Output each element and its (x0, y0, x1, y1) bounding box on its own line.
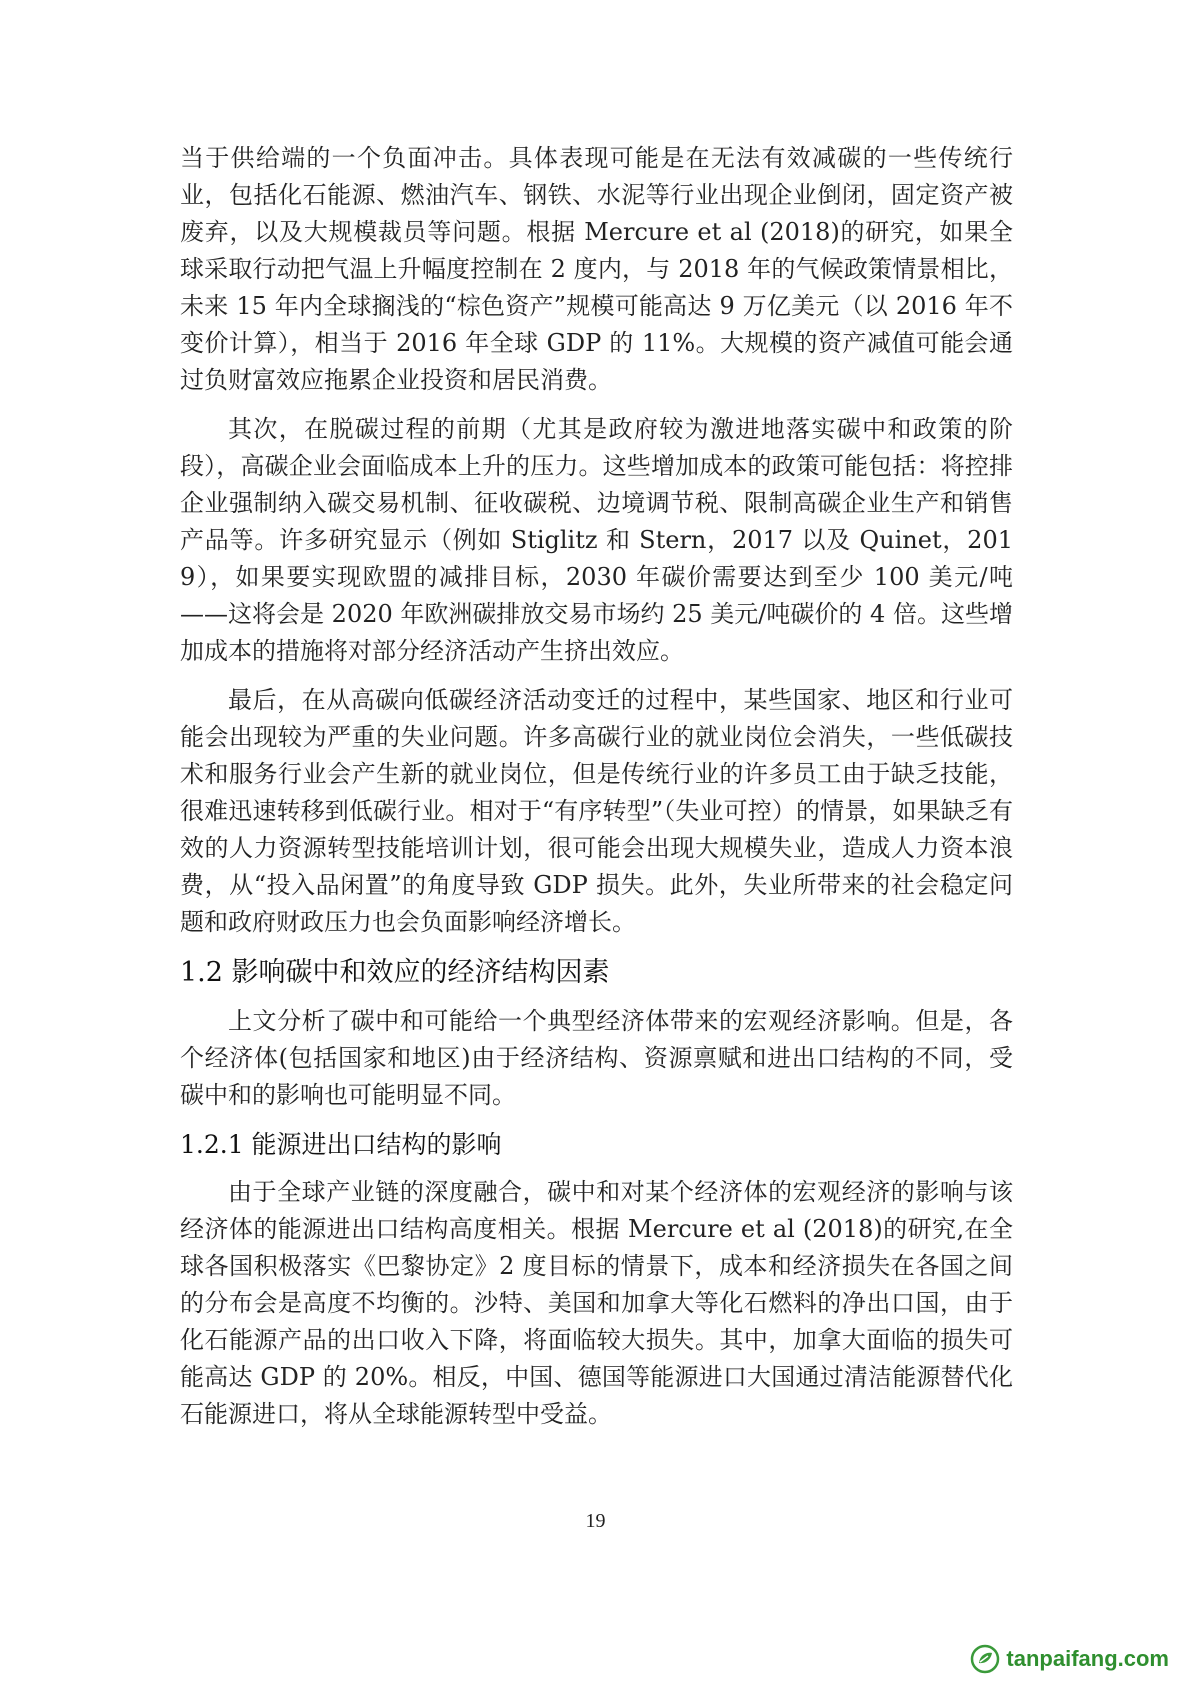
watermark-text: tanpaifang.com (1006, 1646, 1169, 1671)
paragraph-third: 最后，在从高碳向低碳经济活动变迁的过程中，某些国家、地区和行业可能会出现较为严重的失业问题。许多高碳行业的就业岗位会消失，一些低碳技术和服务行业会产生新的就业岗位，但是传统行业的许多员工由于缺乏技能，很难迅速转移到低碳行业。相对于“有序转型”（失业可控）的情景，如果缺乏有效的人力资源转型技能培训计划，很可能会出现大规模失业，造成人力资本浪费，从“投入品闲置”的角度导致 GDP 损失。此外，失业所带来的社会稳定问题和政府财政压力也会负面影响经济增长。 (180, 686, 1013, 936)
paragraph-continuation: 当于供给端的一个负面冲击。具体表现可能是在无法有效减碳的一些传统行业，包括化石能源、燃油汽车、钢铁、水泥等行业出现企业倒闭，固定资产被废弃，以及大规模裁员等问题。根据 Mercure et al (2018)的研究，如果全球采取行动把气温上升幅度控制在 2 度内，与 2018 年的气候政策情景相比，未来 15 年内全球搁浅的“棕色资产”规模可能高达 9 万亿美元（以 2016 年不变价计算），相当于 2016 年全球 GDP 的 11%。大规模的资产减值可能会通过负财富效应拖累企业投资和居民消费。 (180, 144, 1013, 394)
section-heading: 1.2 影响碳中和效应的经济结构因素 (180, 957, 610, 988)
section-paragraph: 上文分析了碳中和可能给一个典型经济体带来的宏观经济影响。但是，各个经济体(包括国家和地区)由于经济结构、资源禀赋和进出口结构的不同，受碳中和的影响也可能明显不同。 (180, 1007, 1013, 1109)
subsection-heading: 1.2.1 能源进出口结构的影响 (180, 1130, 502, 1159)
document-page (180, 140, 1013, 1445)
subsection-paragraph: 由于全球产业链的深度融合，碳中和对某个经济体的宏观经济的影响与该经济体的能源进出口结构高度相关。根据 Mercure et al (2018)的研究,在全球各国积极落实《巴黎协定》2 度目标的情景下，成本和经济损失在各国之间的分布会是高度不均衡的。沙特、美国和加拿大等化石燃料的净出口国，由于化石能源产品的出口收入下降，将面临较大损失。其中，加拿大面临的损失可能高达 GDP 的 20%。相反，中国、德国等能源进口大国通过清洁能源替代化石能源进口，将从全球能源转型中受益。 (180, 1178, 1013, 1428)
tanpaifang-logo-icon (970, 1644, 1000, 1674)
page-number: 19 (585, 1510, 606, 1532)
watermark[interactable] (970, 1644, 1169, 1674)
paragraph-second: 其次，在脱碳过程的前期（尤其是政府较为激进地落实碳中和政策的阶段），高碳企业会面临成本上升的压力。这些增加成本的政策可能包括：将控排企业强制纳入碳交易机制、征收碳税、边境调节税、限制高碳企业生产和销售产品等。许多研究显示（例如 Stiglitz 和 Stern，2017 以及 Quinet，2019），如果要实现欧盟的减排目标，2030 年碳价需要达到至少 100 美元/吨——这将会是 2020 年欧洲碳排放交易市场约 25 美元/吨碳价的 4 倍。这些增加成本的措施将对部分经济活动产生挤出效应。 (180, 415, 1013, 665)
